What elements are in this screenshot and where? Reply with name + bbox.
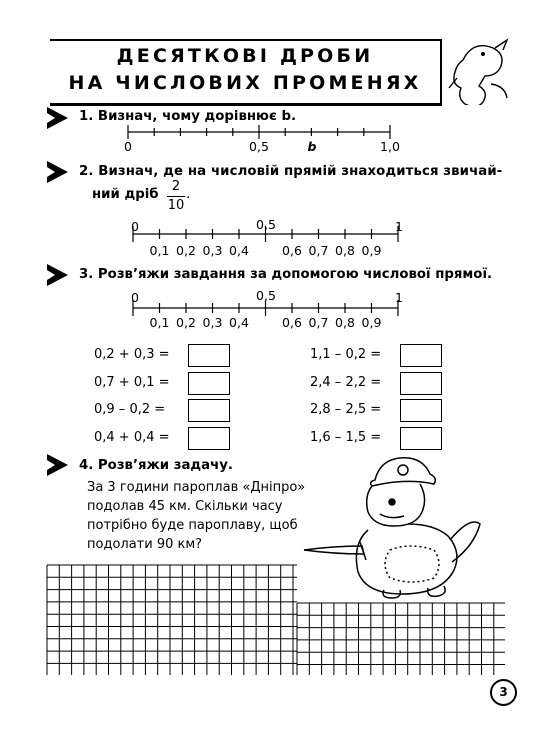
task3-bottom-label: 0,7 [308, 315, 329, 330]
task3-bottom-label: 0,8 [335, 315, 355, 330]
answer-box-left-2[interactable] [188, 372, 230, 395]
task2-bottom-label: 0,3 [202, 243, 223, 258]
problem-text [87, 478, 327, 554]
task1-number-line [0, 120, 553, 144]
task2-bottom-label: 0,4 [229, 243, 249, 258]
task3-text: 3. Розв’яжи завдання за допомогою числової прямої. [79, 267, 493, 282]
task2-bottom-label: 0,8 [335, 243, 355, 258]
dragon-doodle [443, 30, 518, 105]
fraction-bar [167, 196, 185, 197]
task3-top-label-one: 1 [395, 290, 403, 305]
task2-text-line1: 2. Визнач, де на числовій прямій знаходиться звичай- [79, 164, 503, 179]
page-number: 3 [490, 679, 517, 706]
problem-line-2: подолав 45 км. Скільки часу [87, 499, 283, 514]
task3-bottom-label: 0,9 [361, 315, 382, 330]
answer-box-left-4[interactable] [188, 427, 230, 450]
task1-label-0: 0 [124, 139, 132, 154]
task3-bottom-label: 0,3 [202, 315, 223, 330]
equation-right-1: 1,1 – 0,2 = [310, 347, 382, 362]
task2-text-line2: ний дріб [92, 187, 159, 202]
page-title-line2: НА ЧИСЛОВИХ ПРОМЕНЯХ [68, 72, 422, 94]
fraction-period: . [186, 186, 191, 202]
task3-bottom-label: 0,6 [282, 315, 302, 330]
fraction-numerator: 2 [171, 179, 181, 194]
problem-line-3: потрібно буде пароплаву, щоб [87, 518, 298, 533]
task2-top-label-0: 0 [131, 219, 139, 234]
equation-right-2: 2,4 – 2,2 = [310, 375, 382, 390]
task3-top-label-half: 0,5 [256, 288, 276, 303]
task2-number-line [0, 225, 553, 245]
equation-left-3: 0,9 – 0,2 = [94, 402, 166, 417]
task2-top-label-half: 0,5 [256, 217, 276, 232]
answer-box-left-1[interactable] [188, 344, 230, 367]
task2-bottom-label: 0,1 [149, 243, 170, 258]
task4-arrow-icon [47, 454, 68, 476]
equation-left-1: 0,2 + 0,3 = [94, 347, 170, 362]
problem-line-1: За 3 години пароплав «Дніпро» [87, 480, 306, 495]
task2-bottom-label: 0,9 [361, 243, 382, 258]
task1-label-one: 1,0 [380, 139, 400, 154]
task4-text: 4. Розв’яжи задачу. [79, 458, 233, 473]
fraction-denominator: 10 [167, 198, 185, 213]
task3-bottom-label: 0,1 [149, 315, 170, 330]
task3-arrow-icon [47, 264, 68, 286]
task2-top-label-one: 1 [395, 219, 403, 234]
page-title-line1: ДЕСЯТКОВІ ДРОБИ [116, 45, 374, 67]
answer-box-right-3[interactable] [400, 399, 442, 422]
task2-arrow-icon [47, 161, 68, 183]
task1-label-b: b [307, 139, 317, 154]
equation-right-4: 1,6 – 1,5 = [310, 430, 382, 445]
answer-box-right-2[interactable] [400, 372, 442, 395]
equation-right-3: 2,8 – 2,5 = [310, 402, 382, 417]
task3-number-line [0, 299, 553, 319]
task3-bottom-label: 0,2 [176, 315, 196, 330]
equation-left-4: 0,4 + 0,4 = [94, 430, 170, 445]
task3-bottom-label: 0,4 [229, 315, 249, 330]
task2-bottom-label: 0,2 [176, 243, 196, 258]
task2-bottom-label: 0,6 [282, 243, 302, 258]
answer-box-left-3[interactable] [188, 399, 230, 422]
task1-label-half: 0,5 [249, 139, 269, 154]
task2-bottom-label: 0,7 [308, 243, 329, 258]
equation-left-2: 0,7 + 0,1 = [94, 375, 170, 390]
answer-grid[interactable] [0, 560, 553, 680]
problem-line-4: подолати 90 км? [87, 537, 203, 552]
task3-top-label-0: 0 [131, 290, 139, 305]
answer-box-right-1[interactable] [400, 344, 442, 367]
task1-text: 1. Визнач, чому дорівнює b. [79, 109, 297, 124]
answer-box-right-4[interactable] [400, 427, 442, 450]
